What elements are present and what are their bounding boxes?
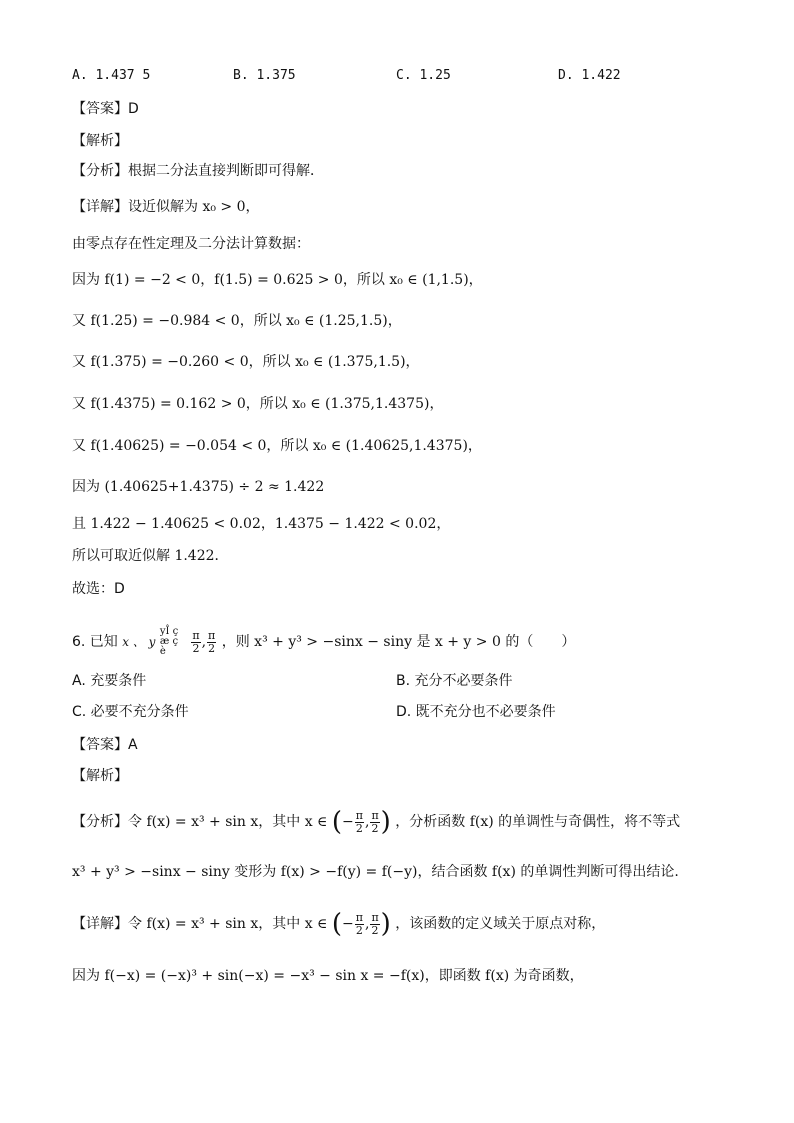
detail-line: 因为 f(−x) = (−x)³ + sin(−x) = −x³ − sin x = −f(x)，即函数 f(x) 为奇函数， [72,968,584,984]
fraction-pi-over-2: $\frac{\pi}{2}$ [192,628,200,655]
option-d: D. 1.422 [558,68,621,83]
option-b: B. 充分不必要条件 [396,673,513,689]
option-a: A. 1.437 5 [72,68,151,83]
choice-result: 故选：D [72,581,125,597]
option-c: C. 必要不充分条件 [72,704,189,720]
solution-line: 又 f(1.40625) = −0.054 < 0，所以 x₀ ∈ (1.40625,1.4375)， [72,438,482,454]
stem-vars: x 、 y [122,635,156,649]
detail-text: 【详解】令 f(x) = x³ + sin x，其中 x ∈ [72,916,328,932]
stem-condition: ，则 x³ + y³ > −sinx − siny 是 x + y > 0 的（ ） [221,634,576,650]
analysis-summary: 【分析】根据二分法直接判断即可得解． [72,163,324,179]
solution-line: 又 f(1.25) = −0.984 < 0，所以 x₀ ∈ (1.25,1.5)， [72,313,402,329]
solution-line: 由零点存在性定理及二分法计算数据： [72,236,310,252]
fraction-pi-over-2: $\frac{\pi}{2}$ [208,628,216,655]
solution-line: 因为 (1.40625+1.4375) ÷ 2 ≈ 1.422 [72,479,325,495]
solution-line: 且 1.422 − 1.40625 < 0.02，1.4375 − 1.422 < 0.02， [72,516,451,532]
analysis-tag: 【解析】 [72,133,128,149]
detail-line: 【详解】令 f(x) = x³ + sin x，其中 x ∈ (− $\frac{\pi}{2}$ , $\frac{\pi}{2}$ ) ，该函数的定义域关于原点对称， [72,909,606,939]
option-b: B. 1.375 [233,68,296,83]
option-d: D. 既不充分也不必要条件 [396,704,556,720]
detail-text: ，该函数的定义域关于原点对称， [395,916,606,932]
analysis-text: 【分析】令 f(x) = x³ + sin x，其中 x ∈ [72,814,328,830]
garbled-symbols: yÎ çæ ç è [159,626,179,657]
stem-prefix: 6. 已知 [72,634,118,650]
answer-tag: 【答案】A [72,737,138,753]
solution-line: 所以可取近似解 1.422． [72,548,229,564]
analysis-text: ，分析函数 f(x) 的单调性与奇偶性，将不等式 [395,814,681,830]
analysis-line: x³ + y³ > −sinx − siny 变形为 f(x) > −f(y) = f(−y)，结合函数 f(x) 的单调性判断可得出结论. [72,864,679,880]
analysis-line: 【分析】令 f(x) = x³ + sin x，其中 x ∈ (− $\frac{\pi}{2}$ , $\frac{\pi}{2}$ ) ，分析函数 f(x) 的单调性与奇偶性，将不等式 [72,807,681,837]
answer-tag: 【答案】D [72,101,139,117]
question-6-stem: 6. 已知 x 、 y yÎ çæ ç è $\frac{\pi}{2}$ , $\frac{\pi}{2}$ ，则 x³ + y³ > −sinx − siny 是 x + y > 0 的（ ） [72,626,576,657]
analysis-tag: 【解析】 [72,768,128,784]
solution-line: 因为 f(1) = −2 < 0，f(1.5) = 0.625 > 0，所以 x₀ ∈ (1,1.5)， [72,272,483,288]
solution-line: 又 f(1.375) = −0.260 < 0，所以 x₀ ∈ (1.375,1.5)， [72,354,420,370]
solution-line: 又 f(1.4375) = 0.162 > 0，所以 x₀ ∈ (1.375,1.4375)， [72,396,444,412]
option-a: A. 充要条件 [72,673,147,689]
option-c: C. 1.25 [396,68,451,83]
detail-intro: 【详解】设近似解为 x₀ > 0， [72,199,260,215]
